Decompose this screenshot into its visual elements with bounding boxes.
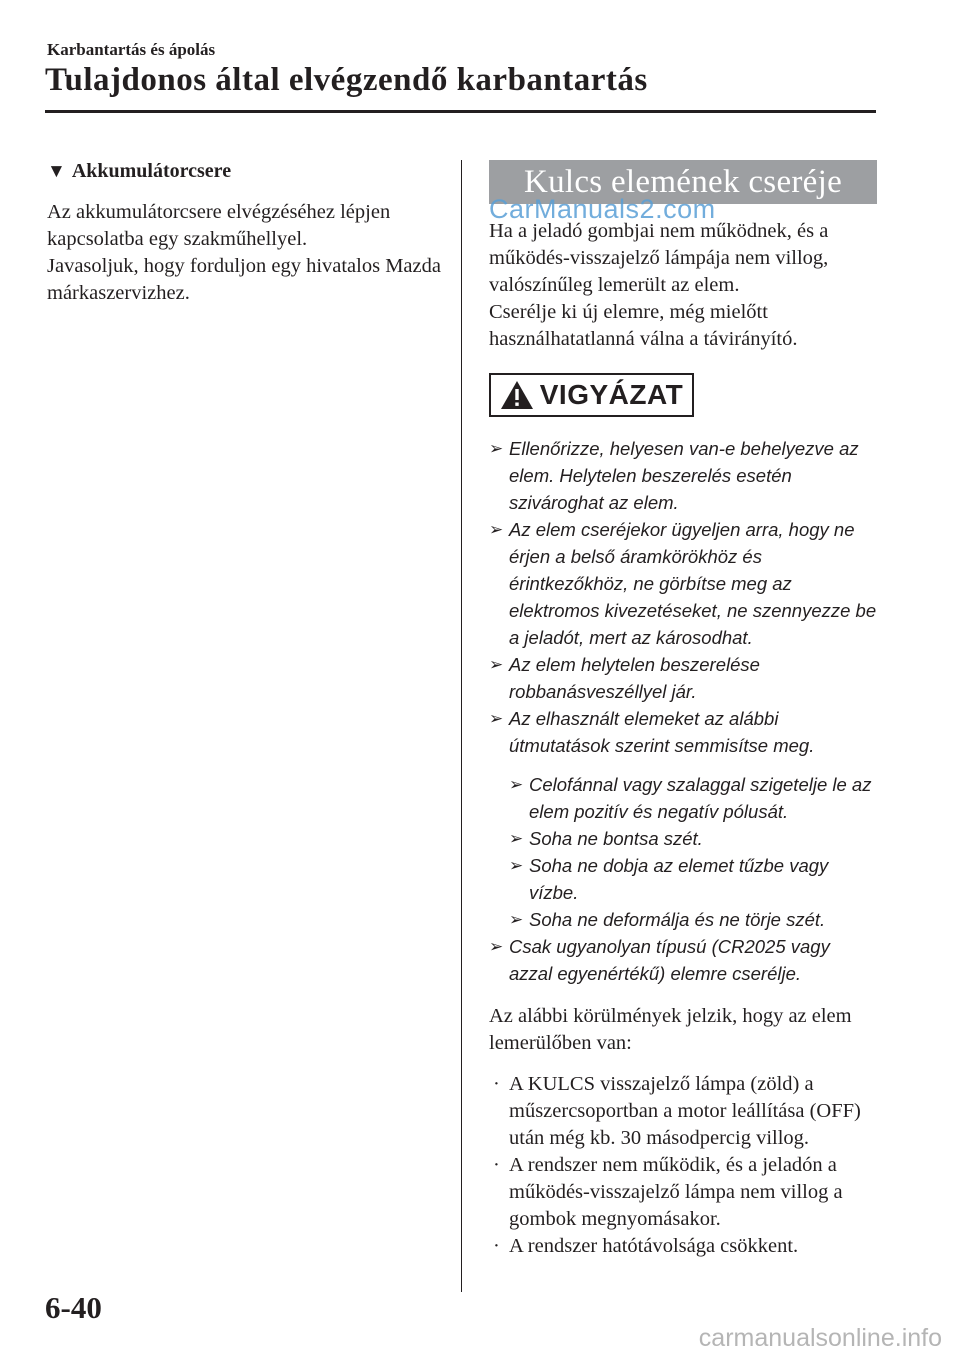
page-title: Tulajdonos által elvégzendő karbantartás [45,62,648,98]
sub-warning-text: Soha ne bontsa szét. [529,828,703,849]
sub-warning-list [509,771,877,933]
footer-watermark: carmanualsonline.info [698,1324,942,1352]
arrow-bullet-icon: ➢ [509,856,524,875]
battery-section-heading [47,160,447,183]
warning-item [489,651,877,705]
intro-paragraph: Cserélje ki új elemre, még mielőtt használhatatlanná válna a távirányító. [489,301,798,350]
triangle-down-icon: ▼ [47,160,66,182]
sub-warning-text: Soha ne deformálja és ne törje szét. [529,909,826,930]
sub-warning-text: Soha ne dobja az elemet tűzbe vagy vízbe. [529,855,829,903]
sub-warning-item [509,906,877,933]
sub-warning-item [509,771,877,825]
warning-text: Ellenőrizze, helyesen van-e behelyezve az elem. Helytelen beszerelés esetén szivároghat az elem. [509,438,859,513]
warning-text: Az elem cseréjekor ügyeljen arra, hogy ne érjen a belső áramkörökhöz és érintkezőkhöz, ne görbítse meg az elektromos kivezetéseket, ne szennyezze be a jeladót, mert az károsodhat. [509,519,877,648]
header-rule [45,110,876,113]
arrow-bullet-icon: ➢ [489,937,504,956]
intro-paragraph: Ha a jeladó gombjai nem működnek, és a működés-visszajelző lámpája nem villog, valószínűleg lemerült az elem. [489,220,829,296]
condition-text: A rendszer hatótávolsága csökkent. [509,1235,799,1257]
warning-item [489,516,877,651]
arrow-bullet-icon: ➢ [489,709,504,728]
condition-text: A rendszer nem működik, és a jeladón a működés-visszajelző lámpa nem villog a gombok megnyomásakor. [509,1154,843,1230]
arrow-bullet-icon: ➢ [489,439,504,458]
sub-warning-item [509,852,877,906]
banner-title: Kulcs elemének cseréje [523,163,843,200]
arrow-bullet-icon: ➢ [489,655,504,674]
sub-warning-text: Celofánnal vagy szalaggal szigetelje le az elem pozitív és negatív pólusát. [529,774,872,822]
column-divider [461,160,462,1292]
warning-item [489,435,877,516]
condition-text: A KULCS visszajelző lámpa (zöld) a műszercsoportban a motor leállítása (OFF) után még kb. 30 másodpercig villog. [509,1073,861,1149]
battery-heading-text: Akkumulátorcsere [71,160,232,182]
condition-item [489,1152,877,1233]
right-column [489,160,877,1260]
left-column [47,160,447,307]
dot-bullet-icon: · [493,1073,500,1095]
arrow-bullet-icon: ➢ [509,910,524,929]
conditions-intro: Az alábbi körülmények jelzik, hogy az elem lemerülőben van: [489,1005,852,1054]
warning-list [489,435,877,987]
arrow-bullet-icon: ➢ [509,775,524,794]
caution-label: VIGYÁZAT [539,379,684,410]
warning-item [489,705,877,759]
warning-text: Az elhasznált elemeket az alábbi útmutatások szerint semmisítse meg. [509,708,815,756]
battery-paragraph: Javasoljuk, hogy forduljon egy hivatalos Mazda márkaszervizhez. [47,255,441,304]
arrow-bullet-icon: ➢ [489,520,504,539]
caution-box [489,373,694,417]
warning-triangle-icon [500,380,534,410]
warning-text: Az elem helytelen beszerelése robbanásveszéllyel jár. [509,654,760,702]
section-label: Karbantartás és ápolás [47,40,216,59]
dot-bullet-icon: · [493,1154,500,1176]
watermark-carmanuals2: CarManuals2.com [489,194,716,224]
battery-paragraph: Az akkumulátorcsere elvégzéséhez lépjen kapcsolatba egy szakműhellyel. [47,201,391,250]
sub-warning-item [509,825,877,852]
page-number: 6-40 [45,1290,102,1325]
condition-item [489,1233,877,1260]
warning-text: Csak ugyanolyan típusú (CR2025 vagy azzal egyenértékű) elemre cserélje. [509,936,830,984]
dot-bullet-icon: · [493,1235,500,1257]
condition-item [489,1071,877,1152]
conditions-list [489,1071,877,1260]
warning-item [489,933,877,987]
arrow-bullet-icon: ➢ [509,829,524,848]
